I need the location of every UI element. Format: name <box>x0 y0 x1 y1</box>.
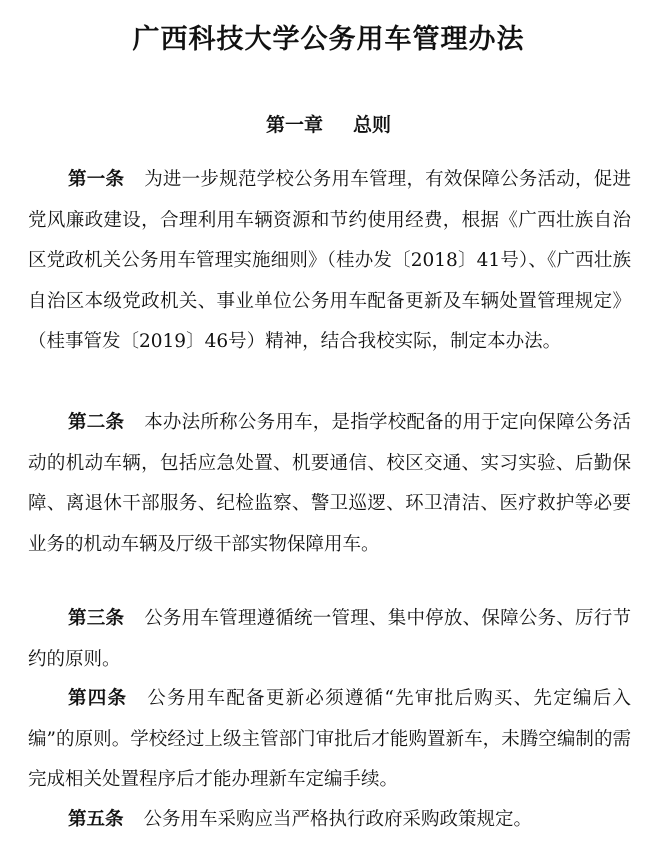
article-text: 公务用车采购应当严格执行政府采购政策规定。 <box>143 809 533 830</box>
article-label: 第一条 <box>68 169 125 190</box>
chapter-number: 第一章 <box>265 114 323 136</box>
chapter-name: 总则 <box>353 114 392 136</box>
article-text: 公务用车管理遵循统一管理、集中停放、保障公务、厉行节约的原则。 <box>28 608 631 670</box>
article-3 <box>28 599 631 680</box>
article-text: 本办法所称公务用车，是指学校配备的用于定向保障公务活动的机动车辆，包括应急处置、机要通信、校区交通、实习实验、后勤保障、离退休干部服务、纪检监察、警卫巡逻、环卫清洁、医疗救护等必要业务的机动车辆及厅级干部实物保障用车。 <box>28 412 631 555</box>
article-text: 公务用车配备更新必须遵循“先审批后购买、先定编后入编”的原则。学校经过上级主管部门审批后才能购置新车，未腾空编制的需完成相关处置程序后才能办理新车定编手续。 <box>28 688 631 790</box>
document-title: 广西科技大学公务用车管理办法 <box>132 24 525 55</box>
article-5 <box>28 800 631 841</box>
article-label: 第二条 <box>68 412 125 433</box>
article-text: 为进一步规范学校公务用车管理，有效保障公务活动，促进党风廉政建设，合理利用车辆资源和节约使用经费，根据《广西壮族自治区党政机关公务用车管理实施细则》（桂办发〔2018〕41号）、《广西壮族自治区本级党政机关、事业单位公务用车配备更新及车辆处置管理规定》（桂事管发〔2019〕46号）精神，结合我校实际，制定本办法。 <box>28 169 631 352</box>
article-4 <box>28 679 631 801</box>
article-label: 第三条 <box>68 608 125 629</box>
article-1 <box>28 160 631 363</box>
article-label: 第四条 <box>68 688 128 709</box>
article-label: 第五条 <box>68 809 124 830</box>
article-2 <box>28 403 631 565</box>
chapter-heading <box>0 110 657 140</box>
